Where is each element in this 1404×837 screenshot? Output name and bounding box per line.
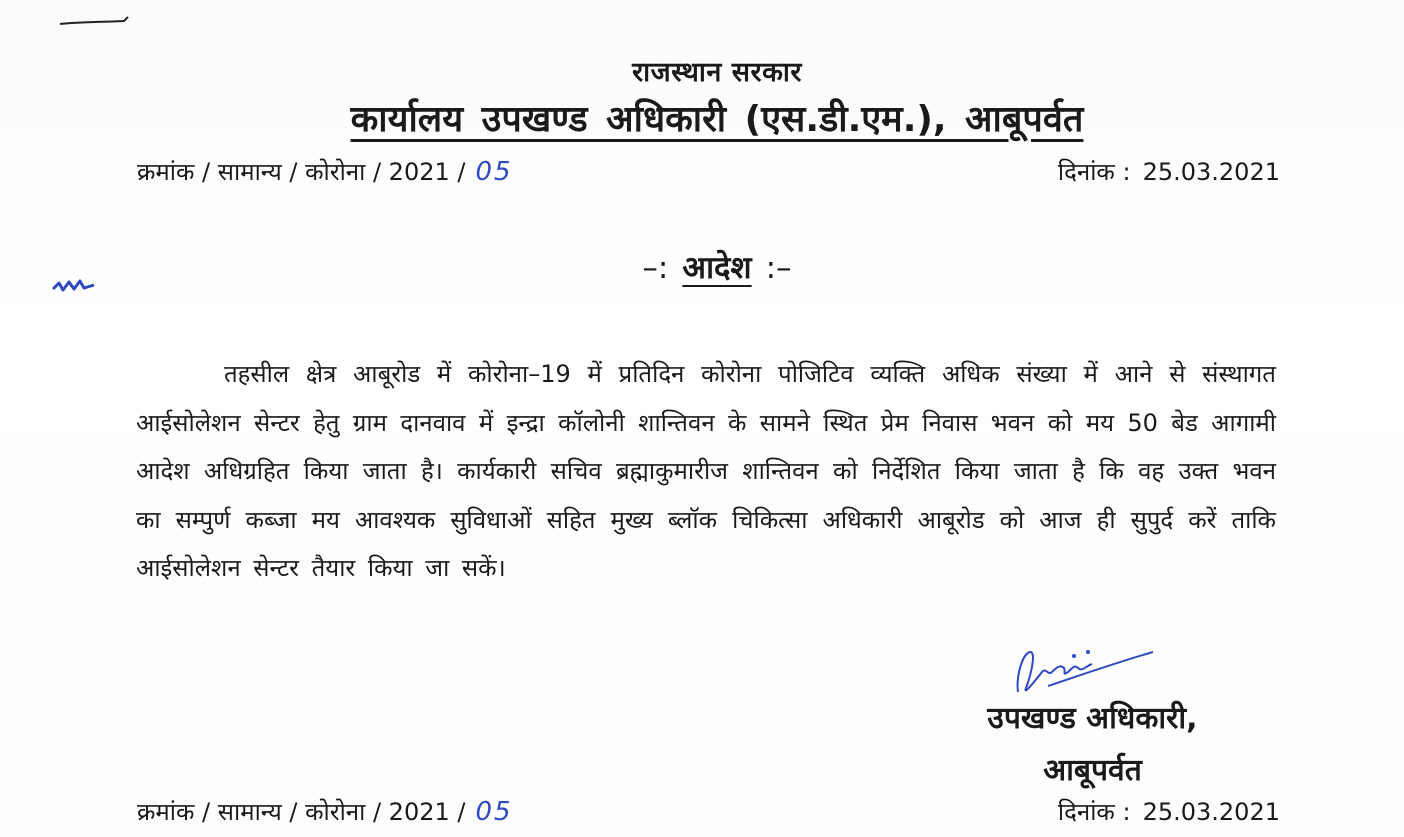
reference-number-top <box>137 155 513 188</box>
order-date-bottom <box>1058 795 1280 828</box>
signatory-block <box>955 693 1230 797</box>
order-right-mark: :– <box>765 250 792 286</box>
order-title: आदेश <box>682 250 752 286</box>
reference-handwritten-number: 05 <box>475 157 513 187</box>
date-value: 25.03.2021 <box>1142 158 1280 186</box>
signatory-place: आबूपर्वत <box>1043 753 1142 788</box>
reference-prefix: क्रमांक / सामान्य / कोरोना / 2021 / <box>137 798 466 826</box>
reference-number-bottom <box>137 795 513 828</box>
order-heading <box>0 246 1404 288</box>
pen-stroke-mark <box>58 14 130 28</box>
order-body-paragraph: तहसील क्षेत्र आबूरोड में कोरोना–19 में प्रतिदिन कोरोना पोजिटिव व्यक्ति अधिक संख्या में आने से संस्थागत आईसोलेशन सेन्टर हेतु ग्राम दानवाव में इन्द्रा कॉलोनी शान्तिवन के सामने स्थित प्रेम निवास भवन को मय 50 बेड आगामी आदेश अधिग्रहित किया जाता है। कार्यकारी सचिव ब्रह्माकुमारीज शान्तिवन को निर्देशित किया जाता है कि वह उक्त भवन का सम्पुर्ण कब्जा मय आवश्यक सुविधाओं सहित मुख्य ब्लॉक चिकित्सा अधिकारी आबूरोड को आज ही सुपुर्द करें ताकि आईसोलेशन सेन्टर तैयार किया जा सकें। <box>136 360 1276 582</box>
order-date-top <box>1058 155 1280 188</box>
reference-handwritten-number: 05 <box>475 797 513 827</box>
date-value: 25.03.2021 <box>1142 798 1280 826</box>
date-label: दिनांक : <box>1057 798 1131 826</box>
order-left-mark: –: <box>642 250 669 286</box>
signatory-designation: उपखण्ड अधिकारी, <box>987 701 1198 736</box>
office-title: कार्यालय उपखण्ड अधिकारी (एस.डी.एम.), आबूपर्वत <box>350 99 1084 140</box>
reference-prefix: क्रमांक / सामान्य / कोरोना / 2021 / <box>137 158 466 186</box>
initial-mark-icon <box>50 275 98 297</box>
date-label: दिनांक : <box>1057 158 1131 186</box>
government-heading: राजस्थान सरकार <box>632 57 802 88</box>
